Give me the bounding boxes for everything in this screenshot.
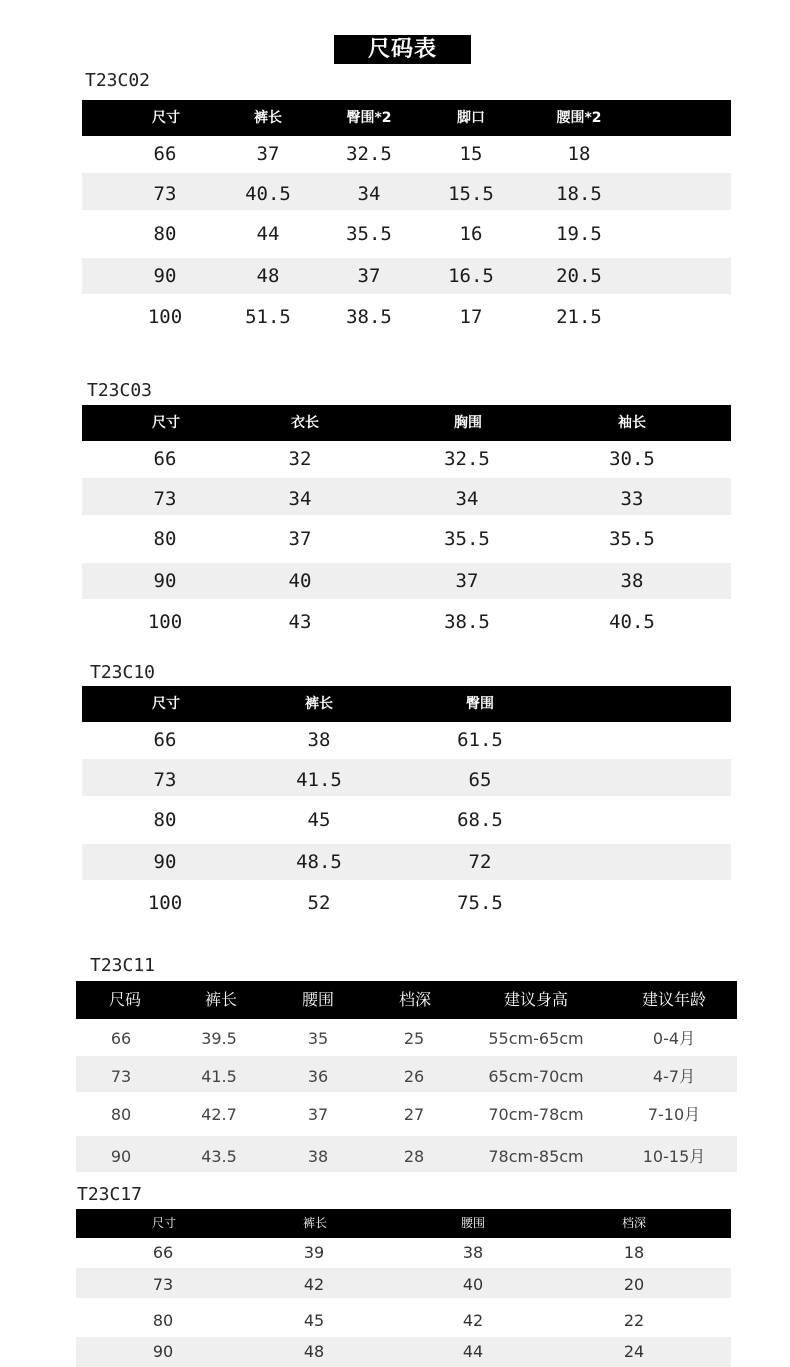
table-cell: 73 xyxy=(152,1275,174,1294)
table-cell: 38.5 xyxy=(346,306,392,328)
table-cell: 80 xyxy=(152,1311,174,1330)
table-cell: 66 xyxy=(110,1029,132,1048)
table-row xyxy=(76,1056,737,1092)
table-cell: 45 xyxy=(307,809,331,831)
header-cell: 建议身高 xyxy=(503,990,569,1009)
table-cell: 66 xyxy=(152,1243,174,1262)
table-cell: 51.5 xyxy=(245,306,291,328)
table-cell: 70cm-78cm xyxy=(488,1105,584,1124)
table-cell: 37 xyxy=(455,570,479,592)
header-cell: 尺寸 xyxy=(152,110,180,126)
table-cell: 16 xyxy=(459,223,483,245)
size-table-t23c10 xyxy=(82,686,731,926)
table-cell: 35.5 xyxy=(346,223,392,245)
table-row xyxy=(82,478,731,515)
table-cell: 19.5 xyxy=(556,223,602,245)
table-cell: 18 xyxy=(623,1243,645,1262)
header-cell: 脚口 xyxy=(457,110,485,126)
table-cell: 65cm-70cm xyxy=(488,1067,584,1086)
table-cell: 100 xyxy=(147,306,183,328)
table-cell: 37 xyxy=(288,528,312,550)
table-row xyxy=(82,258,731,294)
table-cell: 30.5 xyxy=(609,448,655,470)
table-row xyxy=(82,294,731,340)
table-cell: 68.5 xyxy=(457,809,503,831)
header-cell: 裤长 xyxy=(302,1216,328,1230)
table-cell: 73 xyxy=(153,769,177,791)
table-cell: 34 xyxy=(357,183,381,205)
header-cell: 裤长 xyxy=(254,110,282,126)
model-label-t23c03: T23C03 xyxy=(87,380,153,401)
table-cell: 4-7月 xyxy=(652,1067,696,1086)
table-cell: 52 xyxy=(307,892,331,914)
table-cell: 80 xyxy=(153,528,177,550)
table-cell: 37 xyxy=(357,265,381,287)
table-row xyxy=(76,1019,737,1056)
table-row xyxy=(76,1298,731,1337)
table-cell: 35 xyxy=(307,1029,329,1048)
table-cell: 40 xyxy=(462,1275,484,1294)
table-cell: 78cm-85cm xyxy=(488,1147,584,1166)
table-cell: 73 xyxy=(153,488,177,510)
table-cell: 90 xyxy=(153,265,177,287)
table-cell: 48.5 xyxy=(296,851,342,873)
header-cell: 尺码 xyxy=(108,990,142,1009)
header-cell: 臀围 xyxy=(466,696,494,712)
table-cell: 42 xyxy=(462,1311,484,1330)
table-row xyxy=(76,1238,731,1268)
header-cell: 腰围 xyxy=(301,990,335,1009)
table-cell: 75.5 xyxy=(457,892,503,914)
header-cell: 裤长 xyxy=(305,696,333,712)
table-header xyxy=(82,405,731,441)
header-cell: 腰围 xyxy=(460,1216,486,1230)
table-cell: 35.5 xyxy=(444,528,490,550)
table-cell: 18.5 xyxy=(556,183,602,205)
table-cell: 7-10月 xyxy=(647,1105,701,1124)
table-cell: 45 xyxy=(303,1311,325,1330)
header-cell: 档深 xyxy=(621,1216,647,1230)
model-label-t23c11: T23C11 xyxy=(90,955,156,976)
table-cell: 41.5 xyxy=(296,769,342,791)
page-title: 尺码表 xyxy=(334,35,471,64)
table-cell: 66 xyxy=(153,729,177,751)
table-row xyxy=(82,759,731,796)
table-cell: 38 xyxy=(307,729,331,751)
table-cell: 80 xyxy=(153,809,177,831)
table-row xyxy=(82,136,731,173)
table-cell: 37 xyxy=(256,143,280,165)
table-cell: 37 xyxy=(307,1105,329,1124)
header-cell: 袖长 xyxy=(618,415,646,431)
table-cell: 18 xyxy=(567,143,591,165)
model-label-t23c17: T23C17 xyxy=(77,1184,143,1205)
table-header xyxy=(76,1209,731,1238)
header-cell: 臀围*2 xyxy=(346,110,392,126)
table-row xyxy=(76,1337,731,1367)
table-row xyxy=(82,441,731,478)
table-cell: 34 xyxy=(288,488,312,510)
header-cell: 档深 xyxy=(398,990,432,1009)
table-cell: 90 xyxy=(153,570,177,592)
table-cell: 65 xyxy=(468,769,492,791)
table-cell: 66 xyxy=(153,448,177,470)
table-cell: 10-15月 xyxy=(642,1147,706,1166)
table-cell: 40 xyxy=(288,570,312,592)
table-header xyxy=(82,686,731,722)
table-cell: 32 xyxy=(288,448,312,470)
table-cell: 38 xyxy=(462,1243,484,1262)
table-cell: 15.5 xyxy=(448,183,494,205)
size-table-t23c11 xyxy=(76,981,737,1172)
table-cell: 66 xyxy=(153,143,177,165)
table-cell: 43.5 xyxy=(201,1147,237,1166)
header-cell: 尺寸 xyxy=(152,696,180,712)
table-cell: 24 xyxy=(623,1342,645,1361)
header-cell: 胸围 xyxy=(454,415,482,431)
table-cell: 40.5 xyxy=(245,183,291,205)
table-cell: 42.7 xyxy=(201,1105,237,1124)
size-table-t23c02 xyxy=(82,100,731,340)
table-row xyxy=(76,1136,737,1172)
table-cell: 42 xyxy=(303,1275,325,1294)
table-cell: 72 xyxy=(468,851,492,873)
table-cell: 32.5 xyxy=(346,143,392,165)
table-cell: 73 xyxy=(110,1067,132,1086)
header-cell: 衣长 xyxy=(291,415,319,431)
table-cell: 90 xyxy=(153,851,177,873)
table-cell: 73 xyxy=(153,183,177,205)
table-cell: 61.5 xyxy=(457,729,503,751)
table-header xyxy=(82,100,731,136)
table-row xyxy=(82,722,731,759)
table-header xyxy=(76,981,737,1019)
table-cell: 90 xyxy=(152,1342,174,1361)
table-cell: 48 xyxy=(256,265,280,287)
table-cell: 100 xyxy=(147,611,183,633)
table-cell: 20.5 xyxy=(556,265,602,287)
model-label-t23c10: T23C10 xyxy=(90,662,156,683)
size-table-t23c03 xyxy=(82,405,731,645)
table-row xyxy=(82,880,731,926)
table-cell: 38 xyxy=(307,1147,329,1166)
table-cell: 55cm-65cm xyxy=(488,1029,584,1048)
table-row xyxy=(82,210,731,258)
table-cell: 34 xyxy=(455,488,479,510)
header-cell: 尺寸 xyxy=(151,1216,177,1230)
table-row xyxy=(82,563,731,599)
table-row xyxy=(76,1092,737,1136)
table-cell: 48 xyxy=(303,1342,325,1361)
table-cell: 32.5 xyxy=(444,448,490,470)
table-cell: 40.5 xyxy=(609,611,655,633)
table-cell: 15 xyxy=(459,143,483,165)
table-row xyxy=(82,515,731,563)
table-cell: 35.5 xyxy=(609,528,655,550)
table-cell: 28 xyxy=(403,1147,425,1166)
table-cell: 0-4月 xyxy=(652,1029,696,1048)
header-cell: 尺寸 xyxy=(152,415,180,431)
table-cell: 80 xyxy=(153,223,177,245)
table-row xyxy=(82,173,731,210)
table-cell: 26 xyxy=(403,1067,425,1086)
table-cell: 21.5 xyxy=(556,306,602,328)
table-cell: 80 xyxy=(110,1105,132,1124)
table-cell: 36 xyxy=(307,1067,329,1086)
table-row xyxy=(82,599,731,645)
table-cell: 39 xyxy=(303,1243,325,1262)
table-cell: 41.5 xyxy=(201,1067,237,1086)
size-table-t23c17 xyxy=(76,1209,731,1367)
table-cell: 44 xyxy=(256,223,280,245)
header-cell: 腰围*2 xyxy=(556,110,602,126)
table-cell: 16.5 xyxy=(448,265,494,287)
table-cell: 39.5 xyxy=(201,1029,237,1048)
table-row xyxy=(82,844,731,880)
table-cell: 27 xyxy=(403,1105,425,1124)
table-cell: 25 xyxy=(403,1029,425,1048)
table-cell: 22 xyxy=(623,1311,645,1330)
table-row xyxy=(76,1268,731,1298)
header-cell: 裤长 xyxy=(204,990,238,1009)
table-cell: 38.5 xyxy=(444,611,490,633)
table-cell: 17 xyxy=(459,306,483,328)
model-label-t23c02: T23C02 xyxy=(85,70,151,91)
table-cell: 90 xyxy=(110,1147,132,1166)
table-cell: 44 xyxy=(462,1342,484,1361)
table-cell: 43 xyxy=(288,611,312,633)
table-cell: 33 xyxy=(620,488,644,510)
table-row xyxy=(82,796,731,844)
header-cell: 建议年龄 xyxy=(641,990,707,1009)
table-cell: 20 xyxy=(623,1275,645,1294)
table-cell: 38 xyxy=(620,570,644,592)
table-cell: 100 xyxy=(147,892,183,914)
